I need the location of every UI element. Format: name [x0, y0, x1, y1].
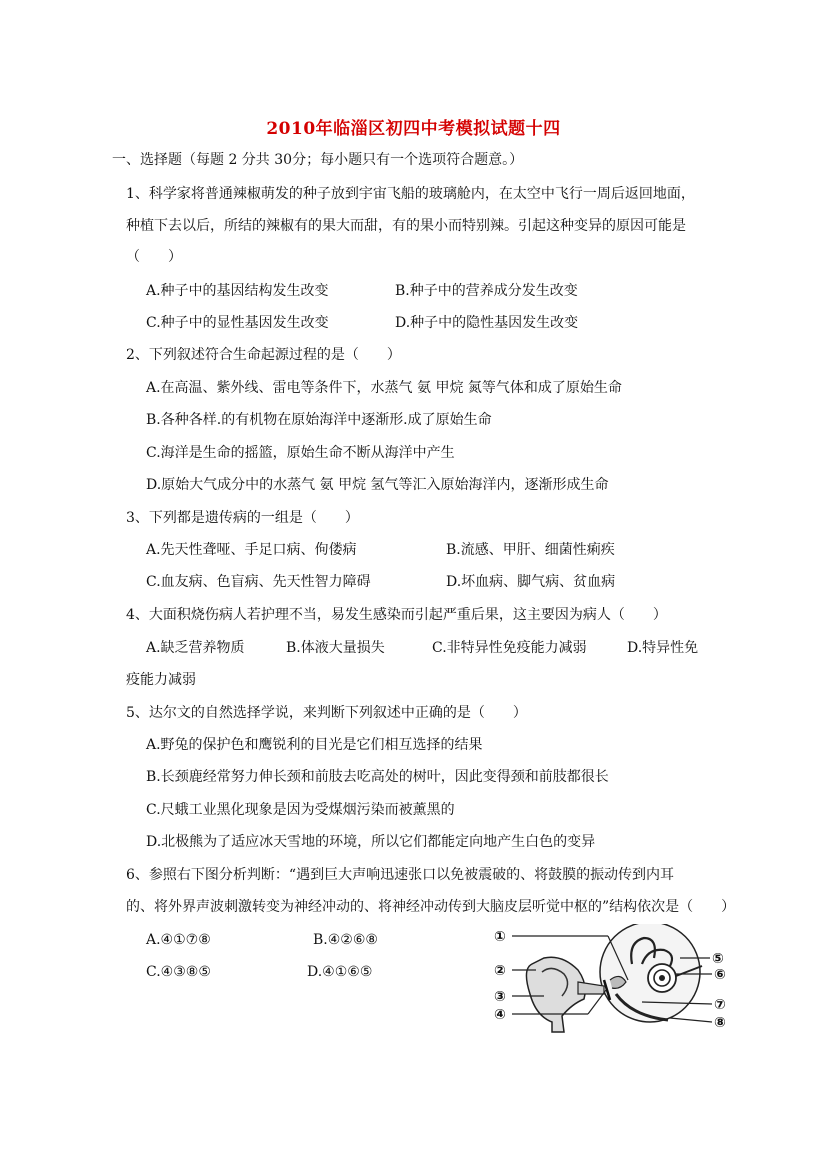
q1-option-d: D.种子中的隐性基因发生改变: [395, 315, 579, 331]
label-8: ⑧: [714, 1015, 726, 1031]
q6-stem-line1: 6、参照右下图分析判断：“遇到巨大声响迅速张口以免被震破的、将鼓膜的振动传到内耳: [126, 867, 675, 883]
q3-option-c: C.血友病、色盲病、先天性智力障碍: [146, 574, 371, 590]
q5-option-d: D.北极熊为了适应冰天雪地的环境，所以它们都能定向地产生白色的变异: [146, 834, 596, 850]
q2-option-c: C.海洋是生命的摇篮，原始生命不断从海洋中产生: [146, 445, 455, 461]
q4-option-c: C.非特异性免疫能力减弱: [432, 640, 587, 656]
page-title: 2010年临淄区初四中考模拟试题十四: [266, 119, 561, 139]
q3-option-b: B.流感、甲肝、细菌性痢疾: [446, 542, 615, 558]
q1-option-c: C.种子中的显性基因发生改变: [146, 315, 329, 331]
label-2: ②: [494, 963, 506, 979]
q5-option-a: A.野兔的保护色和鹰锐利的目光是它们相互选择的结果: [146, 737, 483, 753]
q6-stem-line2: 的、将外界声波刺激转变为神经冲动的、将神经冲动传到大脑皮层听觉中枢的”结构依次是（ ）: [126, 899, 736, 915]
label-1: ①: [494, 929, 506, 945]
q4-option-d-cont: 疫能力减弱: [126, 672, 196, 688]
q6-option-c: C.④③⑧⑤: [146, 964, 211, 980]
label-4: ④: [494, 1007, 506, 1023]
q5-option-b: B.长颈鹿经常努力伸长颈和前肢去吃高处的树叶，因此变得颈和前肢都很长: [146, 769, 609, 785]
q1-option-b: B.种子中的营养成分发生改变: [395, 283, 578, 299]
q1-option-a: A.种子中的基因结构发生改变: [146, 283, 329, 299]
q6-option-b: B.④②⑥⑧: [313, 932, 378, 948]
label-3: ③: [494, 989, 506, 1005]
label-6: ⑥: [714, 967, 726, 983]
q5-option-c: C.尺蛾工业黑化现象是因为受煤烟污染而被薰黑的: [146, 802, 455, 818]
q2-option-a: A.在高温、紫外线、雷电等条件下，水蒸气 氨 甲烷 氮等气体和成了原始生命: [146, 380, 622, 396]
q3-stem: 3、下列都是遗传病的一组是（ ）: [126, 510, 359, 526]
label-5: ⑤: [712, 951, 724, 967]
q1-stem-line1: 1、科学家将普通辣椒萌发的种子放到宇宙飞船的玻璃舱内，在太空中飞行一周后返回地面，: [126, 186, 695, 202]
section-heading: 一、选择题（每题 2 分共 30分；每小题只有一个选项符合题意。）: [112, 152, 524, 168]
q5-stem: 5、达尔文的自然选择学说，来判断下列叙述中正确的是（ ）: [126, 705, 527, 721]
q2-stem: 2、下列叙述符合生命起源过程的是（ ）: [126, 347, 401, 363]
ear-canal: [578, 982, 604, 994]
label-7: ⑦: [714, 997, 726, 1013]
q6-option-a: A.④①⑦⑧: [146, 932, 211, 948]
q4-stem: 4、大面积烧伤病人若护理不当，易发生感染而引起严重后果，这主要因为病人（ ）: [126, 607, 667, 623]
q3-option-d: D.坏血病、脚气病、贫血病: [446, 574, 616, 590]
q4-option-b: B.体液大量损失: [286, 640, 385, 656]
q3-option-a: A.先天性聋哑、手足口病、佝偻病: [146, 542, 357, 558]
q1-stem-line2: 种植下去以后，所结的辣椒有的果大而甜，有的果小而特别辣。引起这种变异的原因可能是: [126, 218, 686, 234]
q2-option-b: B.各种各样.的有机物在原始海洋中逐渐形.成了原始生命: [146, 412, 492, 428]
q1-stem-line3: （ ）: [126, 249, 182, 265]
q6-option-d: D.④①⑥⑤: [307, 964, 373, 980]
ear-structure-diagram: [492, 924, 732, 1044]
q4-option-a: A.缺乏营养物质: [146, 640, 245, 656]
q4-option-d: D.特异性免: [627, 640, 699, 656]
q2-option-d: D.原始大气成分中的水蒸气 氨 甲烷 氢气等汇入原始海洋内，逐渐形成生命: [146, 477, 609, 493]
